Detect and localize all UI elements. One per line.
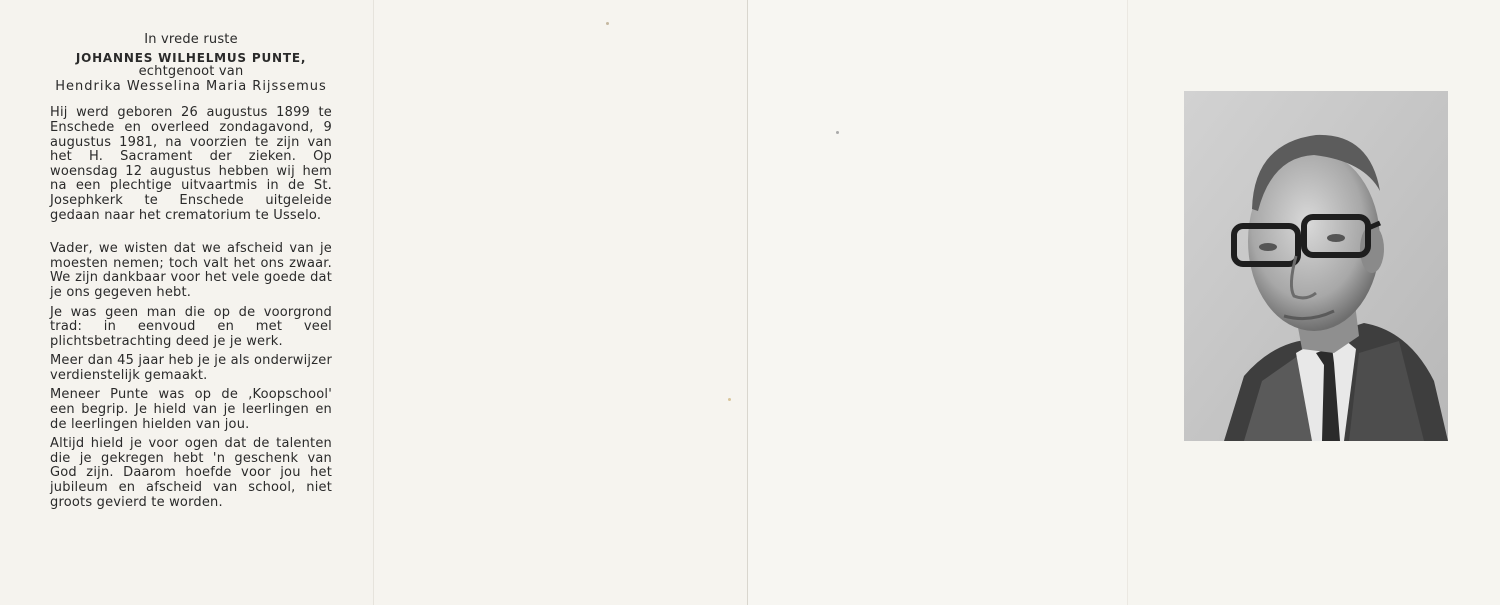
paragraph: Vader, we wisten dat we afscheid van je moesten nemen; toch valt het ons zwaar. We zijn dankbaar voor het vele goede dat je ons gegeven hebt. (50, 241, 332, 300)
spouse-label: echtgenoot van (138, 64, 244, 80)
paper-speck (836, 131, 839, 134)
paragraph: Altijd hield je voor ogen dat de talenten die je gekregen hebt 'n geschenk van God zijn. Daarom hoefde voor jou het jubileum en afscheid van school, niet groots gevierd te worden. (50, 436, 332, 510)
left-text-column (50, 33, 332, 510)
card-panel-blank (748, 0, 1128, 605)
card-panel-left (0, 0, 374, 605)
paragraph: Meneer Punte was op de ‚Koopschool' een begrip. Je hield van je leerlingen en de leerlingen hielden van jou. (50, 387, 332, 432)
paper-speck (728, 398, 731, 401)
deceased-name: JOHANNES WILHELMUS PUNTE, (75, 50, 307, 65)
paragraph: Je was geen man die op de voorgrond trad: in eenvoud en met veel plichtsbetrachting deed je je werk. (50, 304, 332, 349)
card-panel-middle (374, 0, 748, 605)
paper-speck (606, 22, 609, 25)
paragraph: Hij werd geboren 26 augustus 1899 te Enschede en overleed zondagavond, 9 augustus 1981, na voorzien te zijn van het H. Sacrament der zieken. Op woensdag 12 augustus hebben wij hem na een plechtige uitvaartmis in de St. Josephkerk te Enschede uitgeleide gedaan naar het crematorium te Usselo. (50, 105, 332, 223)
spouse-name: Hendrika Wesselina Maria Rijssemus (55, 78, 327, 94)
portrait-photo (1184, 91, 1448, 441)
rest-heading: In vrede ruste (144, 32, 238, 47)
paragraph: Meer dan 45 jaar heb je je als onderwijzer verdienstelijk gemaakt. (50, 353, 332, 383)
portrait-image (1184, 91, 1448, 441)
